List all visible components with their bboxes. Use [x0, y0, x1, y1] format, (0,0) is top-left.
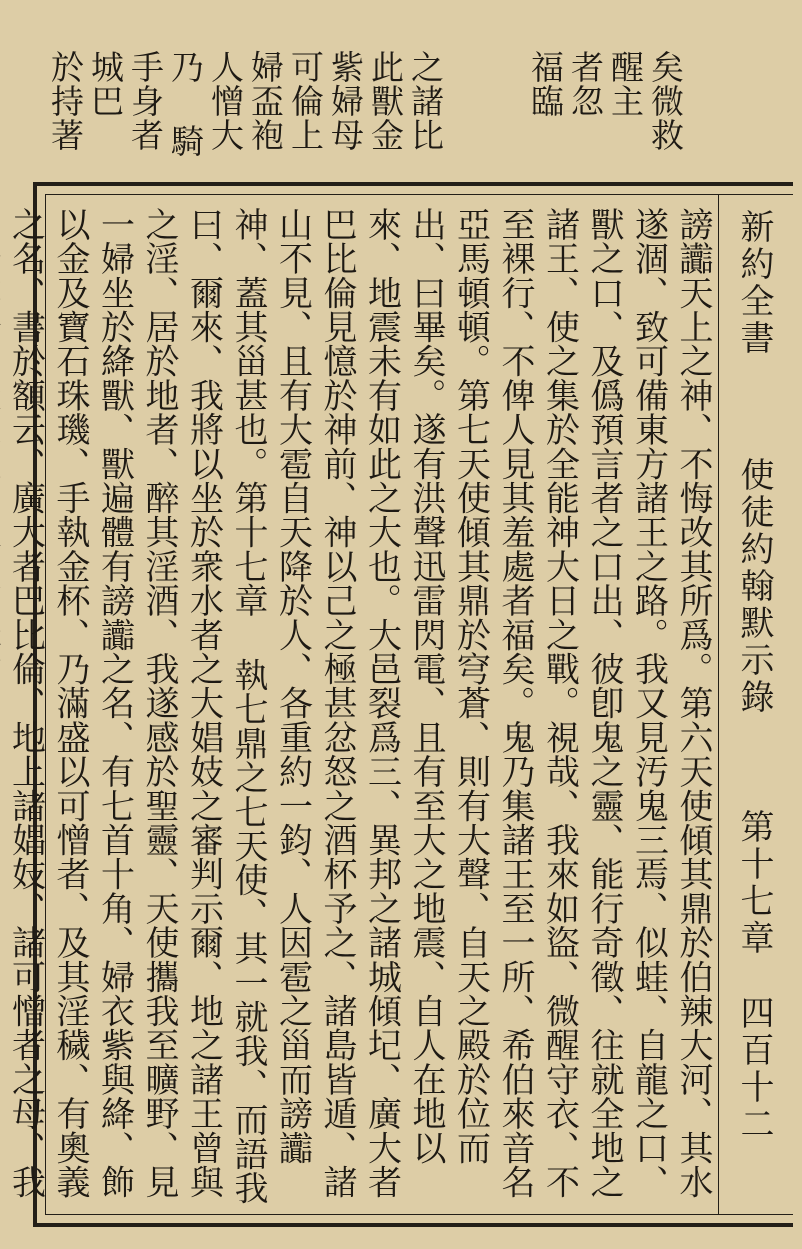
scripture-body-text: 謗讟天上之神、不悔改其所爲。第六天使傾其鼎於伯辣大河、其水遂涸、致可備東方諸王之路。我又見汚鬼三焉、似蛙、自龍之口、獸之口、及僞預言者之口出、彼卽鬼之靈、能行奇徵、往就全地之諸王、使之集於全能神大日之戰。視哉、我來如盜、微醒守衣、不至裸行、不俾人見其羞處者福矣。鬼乃集諸王至一所、希伯來音名亞馬頓頓。第七天使傾其鼎於穹蒼、則有大聲、自天之殿於位而出、曰畢矣。遂有洪聲迅雷閃電、且有至大之地震、自人在地以來、地震未有如此之大也。大邑裂爲三、異邦之諸城傾圮、廣大者巴比倫見憶於神前、神以己之極甚忿怒之酒杯予之、諸島皆遁、諸山不見、且有大雹自天降於人、各重約一鈞、人因雹之甾而謗讟神、蓋其甾甚也。第十七章 執七鼎之七天使、其一就我、而語我曰、爾來、我將以坐於衆水者之大娼妓之審判示爾、地之諸王曾與之淫、居於地者、醉其淫酒、我遂感於聖靈、天使攜我至曠野、見一婦坐於絳獸、獸遍體有謗讟之名、有七首十角、婦衣紫與絳、飾以金及寶石珠璣、手執金杯、乃滿盛以可憎者、及其淫穢、有奧義之名、書於額云、廣大者巴比倫、地上諸娼妓、諸可憎者之母、我 [5, 207, 713, 1205]
chapter-label: 第十七章 [734, 809, 774, 957]
bleed-through-left: 之諸比此獸金紫婦母可倫上婦盃袍人憎大乃 騎手身者城巴 於持著 [46, 50, 445, 158]
running-header [718, 195, 793, 1214]
text-frame [5, 182, 793, 1227]
book-title: 新約全書 [734, 209, 774, 357]
inner-border [5, 194, 793, 1215]
page-number: 四百十二 [734, 995, 774, 1143]
section-title: 使徒約翰默示錄 [734, 457, 774, 716]
bleed-through-middle: 矣微救 醒主 者忽 福臨 [526, 50, 685, 152]
